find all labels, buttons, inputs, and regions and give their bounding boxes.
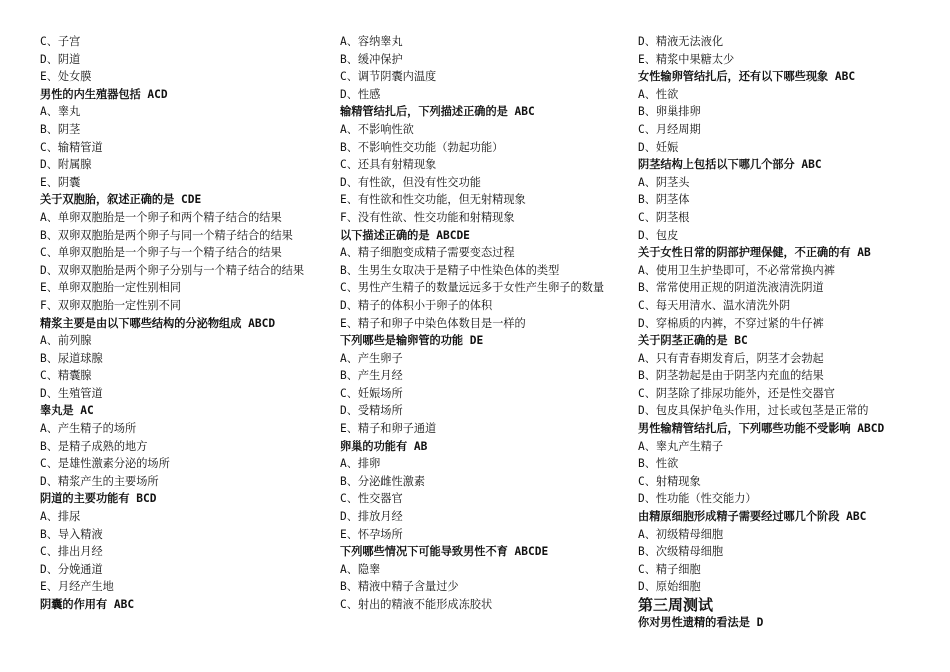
- question-line: 下列哪些是输卵管的功能 DE: [340, 334, 484, 348]
- option-line: B、生男生女取决于是精子中性染色体的类型: [340, 263, 560, 277]
- option-line: B、常常使用正规的阴道洗液清洗阴道: [638, 281, 824, 295]
- option-line: F、没有性欲、性交功能和射精现象: [340, 210, 515, 224]
- option-line: E、月经产生地: [40, 580, 114, 594]
- question-line: 睾丸是 AC: [40, 404, 94, 418]
- option-line: A、性欲: [638, 87, 679, 101]
- option-line: A、产生精子的场所: [40, 422, 137, 436]
- question-line: 关于阴茎正确的是 BC: [638, 334, 748, 348]
- option-line: D、性感: [340, 87, 381, 101]
- option-line: E、精浆中果糖太少: [638, 52, 735, 66]
- option-line: A、使用卫生护垫即可，不必常常换内裤: [638, 263, 835, 277]
- column-left: [40, 33, 322, 614]
- option-line: D、排放月经: [340, 510, 403, 524]
- option-line: A、前列腺: [40, 334, 92, 348]
- option-line: B、导入精液: [40, 527, 103, 541]
- option-line: B、次级精母细胞: [638, 545, 724, 559]
- question-line: 女性输卵管结扎后，还有以下哪些现象 ABC: [638, 70, 856, 84]
- question-line: 阴道的主要功能有 BCD: [40, 492, 157, 506]
- question-line: 阴茎结构上包括以下哪几个部分 ABC: [638, 158, 822, 172]
- question-line: 你对男性遗精的看法是 D: [638, 616, 764, 629]
- option-line: A、睾丸产生精子: [638, 439, 724, 453]
- option-line: A、初级精母细胞: [638, 527, 724, 541]
- question-line: 阴囊的作用有 ABC: [40, 598, 135, 611]
- option-line: B、阴茎勃起是由于阴茎内充血的结果: [638, 369, 824, 383]
- option-line: C、妊娠场所: [340, 386, 403, 400]
- option-line: B、性欲: [638, 457, 679, 471]
- option-line: B、精液中精子含量过少: [340, 580, 459, 594]
- option-line: A、隐睾: [340, 562, 381, 576]
- option-line: D、受精场所: [340, 404, 403, 418]
- question-line: 关于女性日常的阴部护理保健，不正确的有 AB: [638, 246, 871, 260]
- option-line: B、卵巢排卵: [638, 105, 701, 119]
- option-line: E、有性欲和性交功能，但无射精现象: [340, 193, 526, 207]
- option-line: B、阴茎: [40, 122, 81, 136]
- option-line: E、处女膜: [40, 70, 92, 84]
- option-line: E、精子和卵子中染色体数目是一样的: [340, 316, 526, 330]
- option-line: B、缓冲保护: [340, 52, 403, 66]
- option-line: C、射出的精液不能形成冻胶状: [340, 598, 493, 611]
- option-line: C、精囊腺: [40, 369, 92, 383]
- option-line: C、每天用清水、温水清洗外阴: [638, 298, 791, 312]
- option-line: A、只有青春期发育后，阴茎才会勃起: [638, 351, 824, 365]
- option-line: D、妊娠: [638, 140, 679, 154]
- option-line: E、阴囊: [40, 175, 81, 189]
- question-line: 以下描述正确的是 ABCDE: [340, 228, 470, 242]
- option-line: D、精子的体积小于卵子的体积: [340, 298, 493, 312]
- option-line: D、包皮具保护龟头作用，过长或包茎是正常的: [638, 404, 869, 418]
- column-right: [638, 33, 910, 632]
- option-line: E、精子和卵子通道: [340, 422, 437, 436]
- option-line: A、排尿: [40, 510, 81, 524]
- question-line: 精浆主要是由以下哪些结构的分泌物组成 ABCD: [40, 316, 276, 330]
- option-line: C、阴茎根: [638, 210, 690, 224]
- option-line: B、产生月经: [340, 369, 403, 383]
- option-line: C、调节阴囊内温度: [340, 70, 437, 84]
- question-line: 男性的内生殖器包括 ACD: [40, 87, 168, 101]
- option-line: C、单卵双胞胎是一个卵子与一个精子结合的结果: [40, 246, 282, 260]
- question-line: 卵巢的功能有 AB: [340, 439, 428, 453]
- option-line: D、分娩通道: [40, 562, 103, 576]
- option-line: C、阴茎除了排尿功能外，还是性交器官: [638, 386, 835, 400]
- option-line: B、双卵双胞胎是两个卵子与同一个精子结合的结果: [40, 228, 293, 242]
- option-line: B、是精子成熟的地方: [40, 439, 148, 453]
- option-line: C、排出月经: [40, 545, 103, 559]
- option-line: D、有性欲，但没有性交功能: [340, 175, 481, 189]
- option-line: C、还具有射精现象: [340, 158, 437, 172]
- option-line: B、尿道球腺: [40, 351, 103, 365]
- section-heading: 第三周测试: [638, 596, 714, 614]
- option-line: D、包皮: [638, 228, 679, 242]
- option-line: A、容纳睾丸: [340, 35, 403, 48]
- option-line: D、阴道: [40, 52, 81, 66]
- option-line: C、性交器官: [340, 492, 403, 506]
- option-line: A、精子细胞变成精子需要变态过程: [340, 246, 515, 260]
- option-line: A、睾丸: [40, 105, 81, 119]
- option-line: C、月经周期: [638, 122, 701, 136]
- column-middle: [340, 33, 618, 614]
- option-line: A、排卵: [340, 457, 381, 471]
- option-line: C、精子细胞: [638, 562, 701, 576]
- question-line: 关于双胞胎，叙述正确的是 CDE: [40, 193, 202, 207]
- option-line: D、穿棉质的内裤，不穿过紧的牛仔裤: [638, 316, 824, 330]
- option-line: C、是雄性激素分泌的场所: [40, 457, 170, 471]
- option-line: B、不影响性交功能（勃起功能）: [340, 140, 504, 154]
- option-line: D、精液无法液化: [638, 35, 724, 48]
- option-line: D、原始细胞: [638, 580, 701, 594]
- option-line: D、生殖管道: [40, 386, 103, 400]
- option-line: C、男性产生精子的数量远远多于女性产生卵子的数量: [340, 281, 605, 295]
- question-line: 下列哪些情况下可能导致男性不育 ABCDE: [340, 545, 549, 559]
- question-line: 男性输精管结扎后，下列哪些功能不受影响 ABCD: [638, 422, 885, 436]
- option-line: D、附属腺: [40, 158, 92, 172]
- option-line: D、双卵双胞胎是两个卵子分别与一个精子结合的结果: [40, 263, 305, 277]
- question-line: 由精原细胞形成精子需要经过哪几个阶段 ABC: [638, 510, 867, 524]
- option-line: C、输精管道: [40, 140, 103, 154]
- question-line: 输精管结扎后，下列描述正确的是 ABC: [340, 105, 535, 119]
- option-line: D、性功能（性交能力）: [638, 492, 757, 506]
- option-line: C、射精现象: [638, 474, 701, 488]
- option-line: B、分泌雌性激素: [340, 474, 426, 488]
- option-line: C、子宫: [40, 35, 81, 48]
- option-line: E、单卵双胞胎一定性别相同: [40, 281, 181, 295]
- option-line: F、双卵双胞胎一定性别不同: [40, 298, 181, 312]
- option-line: E、怀孕场所: [340, 527, 403, 541]
- option-line: A、产生卵子: [340, 351, 403, 365]
- option-line: A、不影响性欲: [340, 122, 414, 136]
- option-line: B、阴茎体: [638, 193, 690, 207]
- option-line: D、精浆产生的主要场所: [40, 474, 159, 488]
- option-line: A、单卵双胞胎是一个卵子和两个精子结合的结果: [40, 210, 282, 224]
- option-line: A、阴茎头: [638, 175, 690, 189]
